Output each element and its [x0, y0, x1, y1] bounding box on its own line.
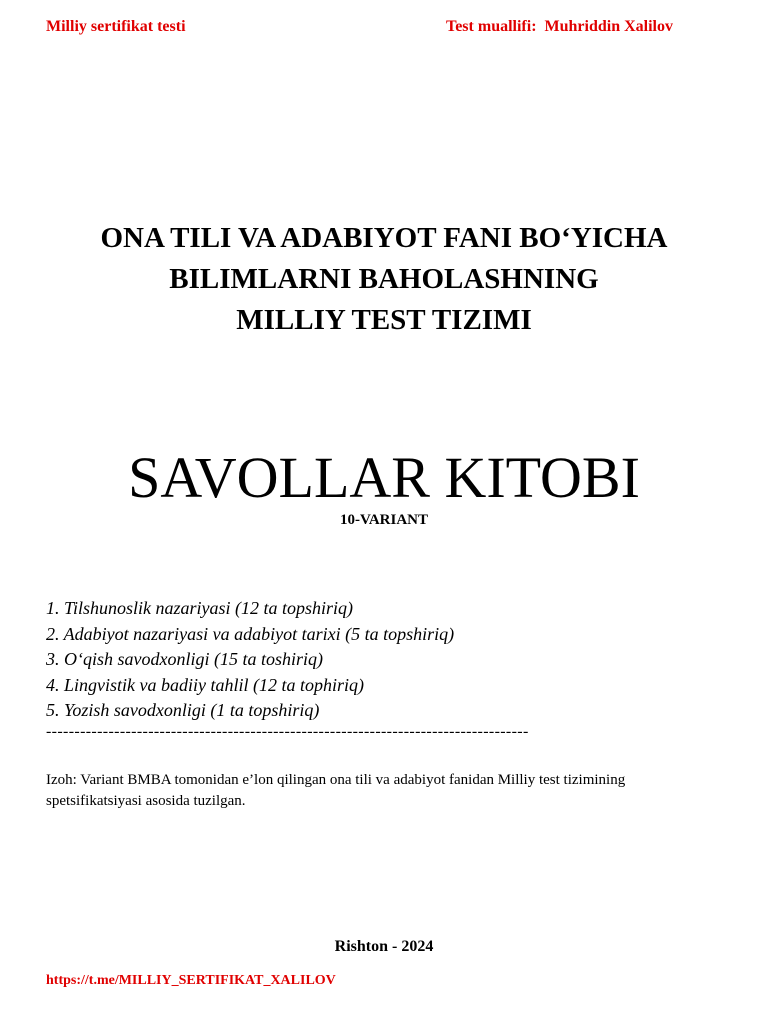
section-item: 4. Lingvistik va badiiy tahlil (12 ta tophiriq) [46, 674, 364, 695]
main-title-line-2: BILIMLARNI BAHOLASHNING [169, 263, 599, 295]
section-item: 3. O‘qish savodxonligi (15 ta toshiriq) [46, 649, 323, 669]
section-item: 5. Yozish savodxonligi (1 ta topshiriq) [46, 700, 320, 720]
main-title [0, 218, 768, 341]
header-author-text: Test muallifi: Muhriddin Xalilov [446, 18, 673, 35]
note-text: Izoh: Variant BMBA tomonidan e’lon qilingan ona tili va adabiyot fanidan Milliy test tizimining spetsifikatsiyasi asosida tuzilgan. [46, 772, 626, 809]
section-item: 2. Adabiyot nazariyasi va adabiyot tarixi (5 ta topshiriq) [46, 623, 455, 644]
dashed-separator: ------------------------------------------------------------------------------------- [46, 723, 529, 740]
main-title-line-3: MILLIY TEST TIZIMI [236, 304, 532, 336]
variant-label: 10-VARIANT [339, 512, 429, 528]
header-left-text: Milliy sertifikat testi [46, 18, 186, 35]
main-title-line-1: ONA TILI VA ADABIYOT FANI BO‘YICHA [100, 222, 668, 254]
book-title: SAVOLLAR KITOBI [128, 445, 640, 510]
footer-place-year: Rishton - 2024 [334, 938, 434, 955]
section-list [46, 596, 454, 724]
section-item: 1. Tilshunoslik nazariyasi (12 ta topshiriq) [46, 598, 354, 618]
telegram-link[interactable]: https://t.me/MILLIY_SERTIFIKAT_XALILOV [46, 973, 336, 988]
